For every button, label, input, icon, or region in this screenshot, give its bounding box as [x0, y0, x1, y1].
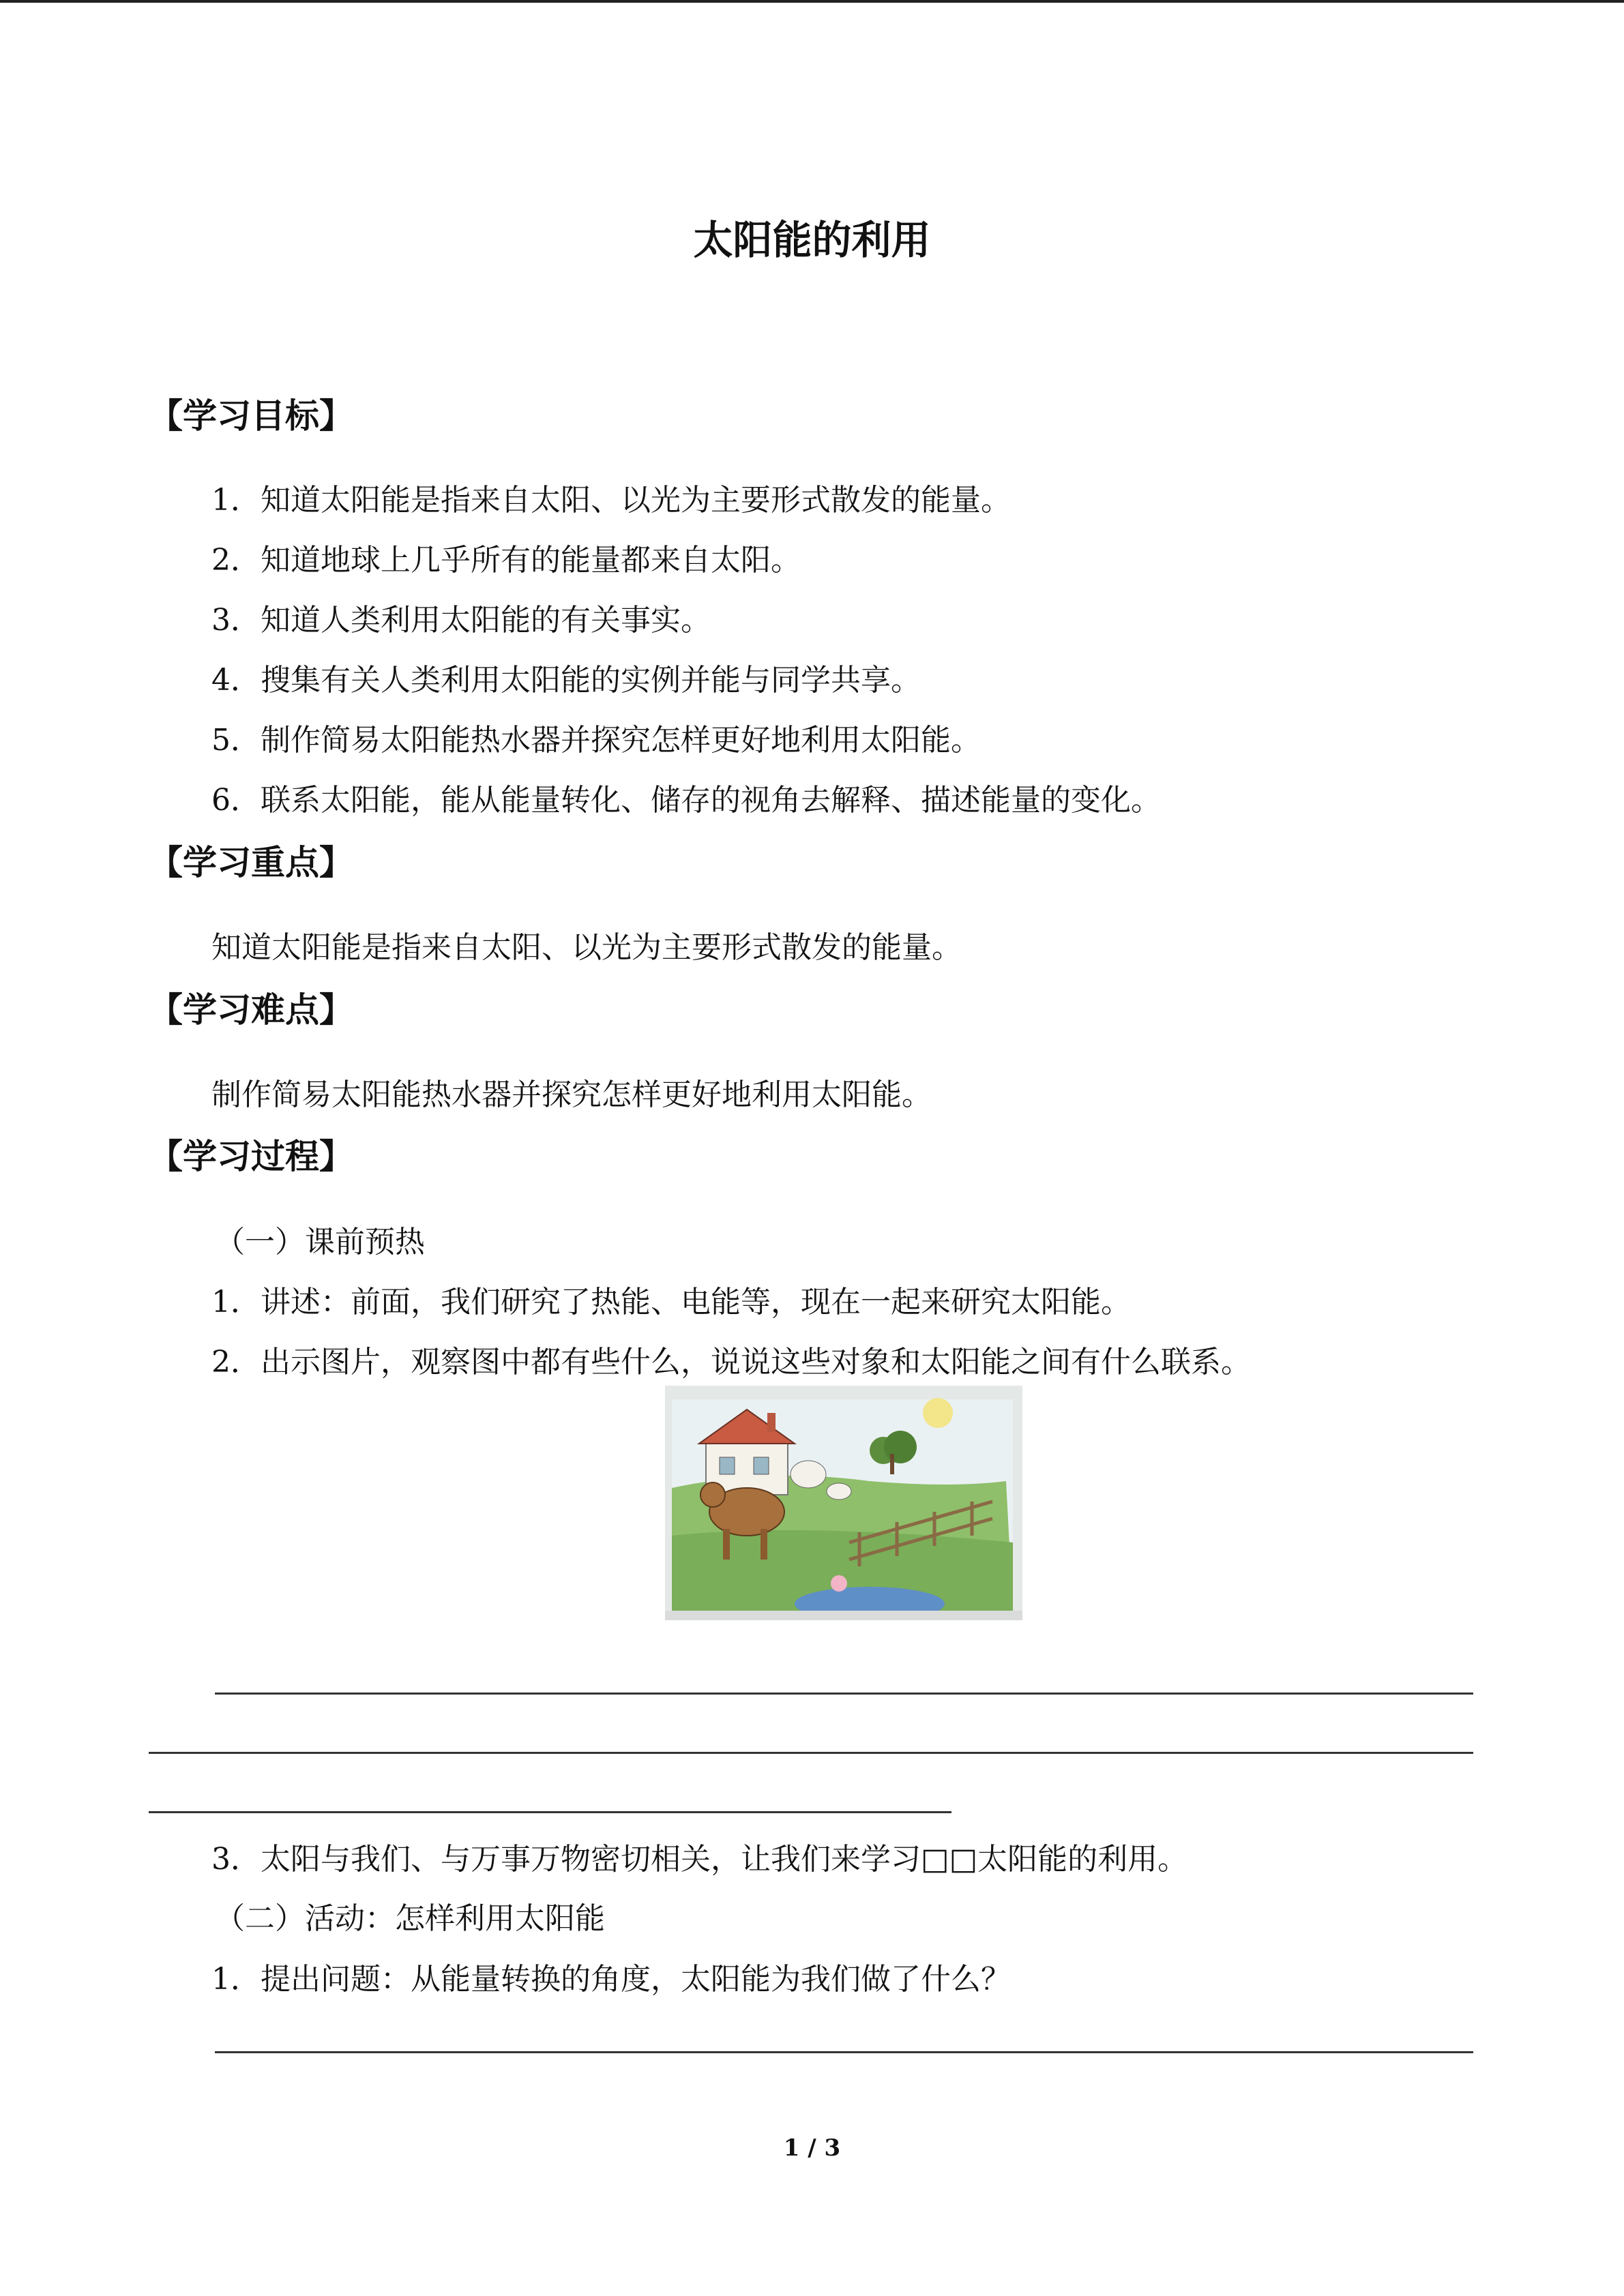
answer-line[interactable] — [149, 1752, 1473, 1754]
process-item: 3．太阳与我们、与万事万物密切相关，让我们来学习□□太阳能的利用。 — [211, 1842, 1188, 1877]
goal-item: 5．制作简易太阳能热水器并探究怎样更好地利用太阳能。 — [211, 723, 981, 758]
page-title: 太阳能的利用 — [693, 217, 931, 263]
process-item: 1．提出问题：从能量转换的角度，太阳能为我们做了什么？ — [211, 1962, 1011, 1997]
difficulty-text: 制作简易太阳能热水器并探究怎样更好地利用太阳能。 — [211, 1077, 932, 1112]
goal-item: 4．搜集有关人类利用太阳能的实例并能与同学共享。 — [211, 663, 921, 698]
part2-title: （二）活动：怎样利用太阳能 — [215, 1901, 605, 1936]
goal-item: 6．联系太阳能，能从能量转化、储存的视角去解释、描述能量的变化。 — [211, 783, 1161, 818]
goal-item: 3．知道人类利用太阳能的有关事实。 — [211, 603, 711, 638]
goal-item: 1．知道太阳能是指来自太阳、以光为主要形式散发的能量。 — [211, 483, 1011, 518]
page-number: 1 / 3 — [783, 2134, 841, 2162]
process-item: 2．出示图片，观察图中都有些什么，说说这些对象和太阳能之间有什么联系。 — [211, 1345, 1251, 1380]
answer-line[interactable] — [215, 2051, 1473, 2053]
answer-line[interactable] — [215, 1693, 1473, 1695]
section-heading-difficulty: 【学习难点】 — [149, 990, 353, 1030]
section-heading-key: 【学习重点】 — [149, 843, 353, 882]
answer-line[interactable] — [149, 1811, 951, 1813]
process-item: 1．讲述：前面，我们研究了热能、电能等，现在一起来研究太阳能。 — [211, 1285, 1131, 1320]
part1-title: （一）课前预热 — [215, 1225, 425, 1259]
farm-illustration — [665, 1386, 1022, 1620]
key-point-text: 知道太阳能是指来自太阳、以光为主要形式散发的能量。 — [211, 930, 962, 965]
section-heading-process: 【学习过程】 — [149, 1137, 353, 1176]
section-heading-goals: 【学习目标】 — [149, 396, 353, 436]
top-border — [0, 0, 1624, 3]
goal-item: 2．知道地球上几乎所有的能量都来自太阳。 — [211, 543, 801, 578]
